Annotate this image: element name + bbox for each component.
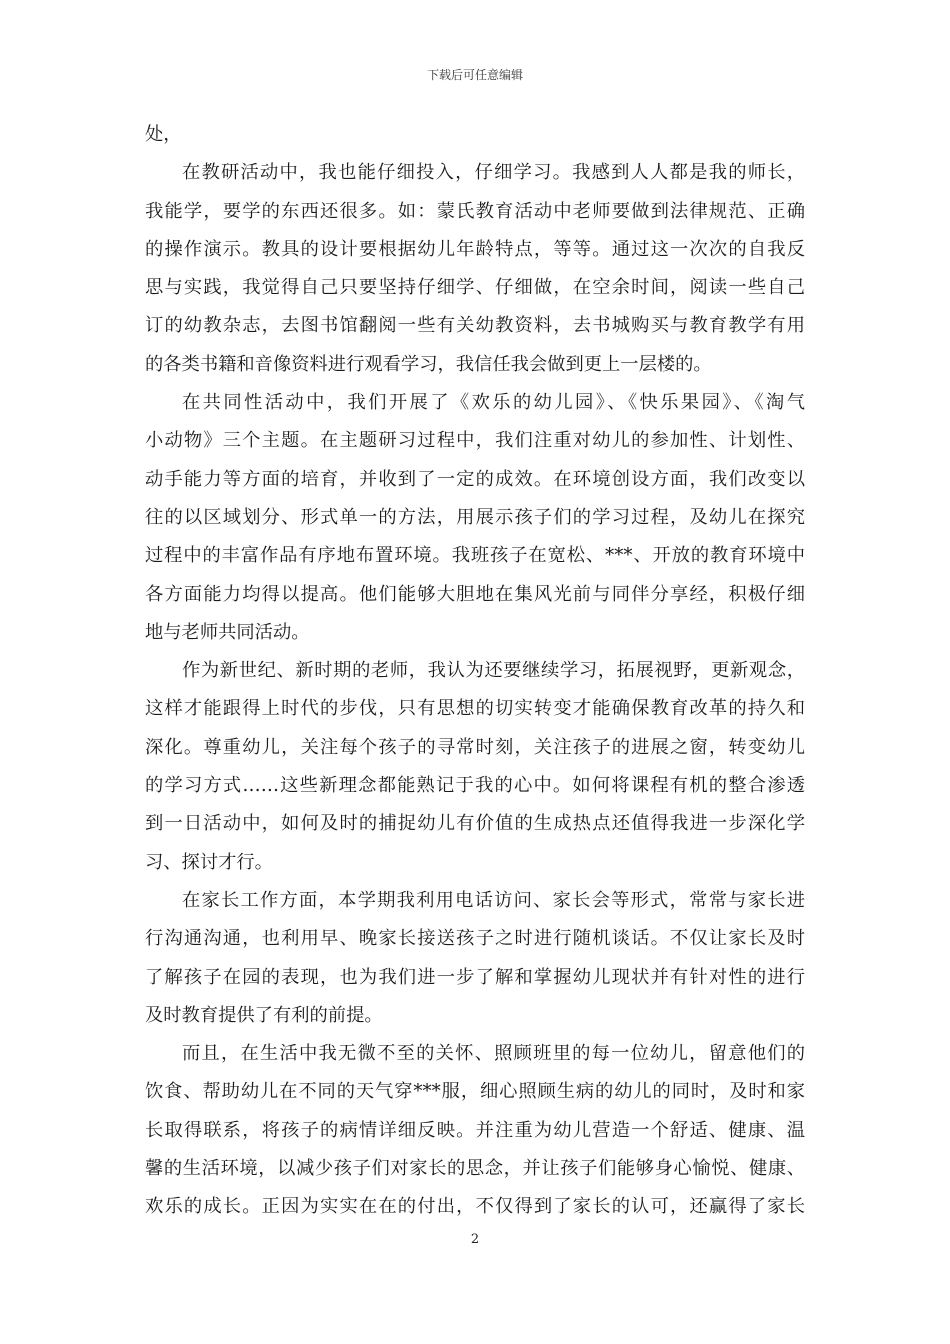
text-line: 小动物》三个主题。在主题研习过程中，我们注重对幼儿的参加性、计划性、	[145, 430, 805, 452]
text-line: 欢乐的成长。正因为实实在在的付出，不仅得到了家长的认可，还赢得了家长	[145, 1196, 805, 1218]
text-line: 地与老师共同活动。	[145, 621, 310, 643]
text-line: 馨的生活环境，以减少孩子们对家长的思念，并让孩子们能够身心愉悦、健康、	[145, 1158, 805, 1180]
page-number: 2	[470, 1232, 480, 1247]
text-line: 及时教育提供了有利的前提。	[145, 1004, 383, 1026]
text-line: 深化。尊重幼儿，关注每个孩子的寻常时刻，关注孩子的进展之窗，转变幼儿	[145, 736, 805, 758]
text-line: 了解孩子在园的表现，也为我们进一步了解和掌握幼儿现状并有针对性的进行	[145, 966, 805, 988]
text-line: 饮食、帮助幼儿在不同的天气穿***服，细心照顾生病的幼儿的同时，及时和家	[145, 1081, 805, 1103]
text-line: 这样才能跟得上时代的步伐，只有思想的切实转变才能确保教育改革的持久和	[145, 698, 805, 720]
text-line: 订的幼教杂志，去图书馆翻阅一些有关幼教资料，去书城购买与教育教学有用	[145, 315, 805, 337]
text-line: 我能学，要学的东西还很多。如：蒙氏教育活动中老师要做到法律规范、正确	[145, 200, 805, 222]
document-body	[145, 116, 805, 1227]
text-line: 的各类书籍和音像资料进行观看学习，我信任我会做到更上一层楼的。	[145, 353, 712, 375]
text-line: 动手能力等方面的培育，并收到了一定的成效。在环境创设方面，我们改变以	[145, 468, 805, 490]
text-line: 过程中的丰富作品有序地布置环境。我班孩子在宽松、***、开放的教育环境中	[145, 545, 805, 567]
text-line: 习、探讨才行。	[145, 851, 273, 873]
text-line: 各方面能力均得以提高。他们能够大胆地在集风光前与同伴分享经，积极仔细	[145, 583, 805, 605]
text-line: 在共同性活动中，我们开展了《欢乐的幼儿园》、《快乐果园》、《淘气	[182, 392, 805, 414]
text-line: 行沟通沟通，也利用早、晚家长接送孩子之时进行随机谈话。不仅让家长及时	[145, 928, 805, 950]
text-line: 到一日活动中，如何及时的捕捉幼儿有价值的生成热点还值得我进一步深化学	[145, 813, 805, 835]
text-line: 长取得联系，将孩子的病情详细反映。并注重为幼儿营造一个舒适、健康、温	[145, 1119, 805, 1141]
text-line: 处，	[145, 124, 182, 145]
text-line: 作为新世纪、新时期的老师，我认为还要继续学习，拓展视野，更新观念，	[182, 660, 805, 682]
text-line: 在教研活动中，我也能仔细投入，仔细学习。我感到人人都是我的师长，	[182, 162, 805, 184]
text-line: 的学习方式……这些新理念都能熟记于我的心中。如何将课程有机的整合渗透	[145, 775, 805, 797]
text-line: 往的以区域划分、形式单一的方法，用展示孩子们的学习过程，及幼儿在探究	[145, 506, 805, 528]
text-line: 思与实践，我觉得自己只要坚持仔细学、仔细做，在空余时间，阅读一些自己	[145, 277, 805, 299]
text-line: 的操作演示。教具的设计要根据幼儿年龄特点，等等。通过这一次次的自我反	[145, 238, 805, 260]
text-line: 在家长工作方面，本学期我利用电话访问、家长会等形式，常常与家长进	[182, 889, 805, 911]
text-line: 而且，在生活中我无微不至的关怀、照顾班里的每一位幼儿，留意他们的	[182, 1043, 805, 1065]
page-header: 下载后可任意编辑	[426, 68, 523, 82]
